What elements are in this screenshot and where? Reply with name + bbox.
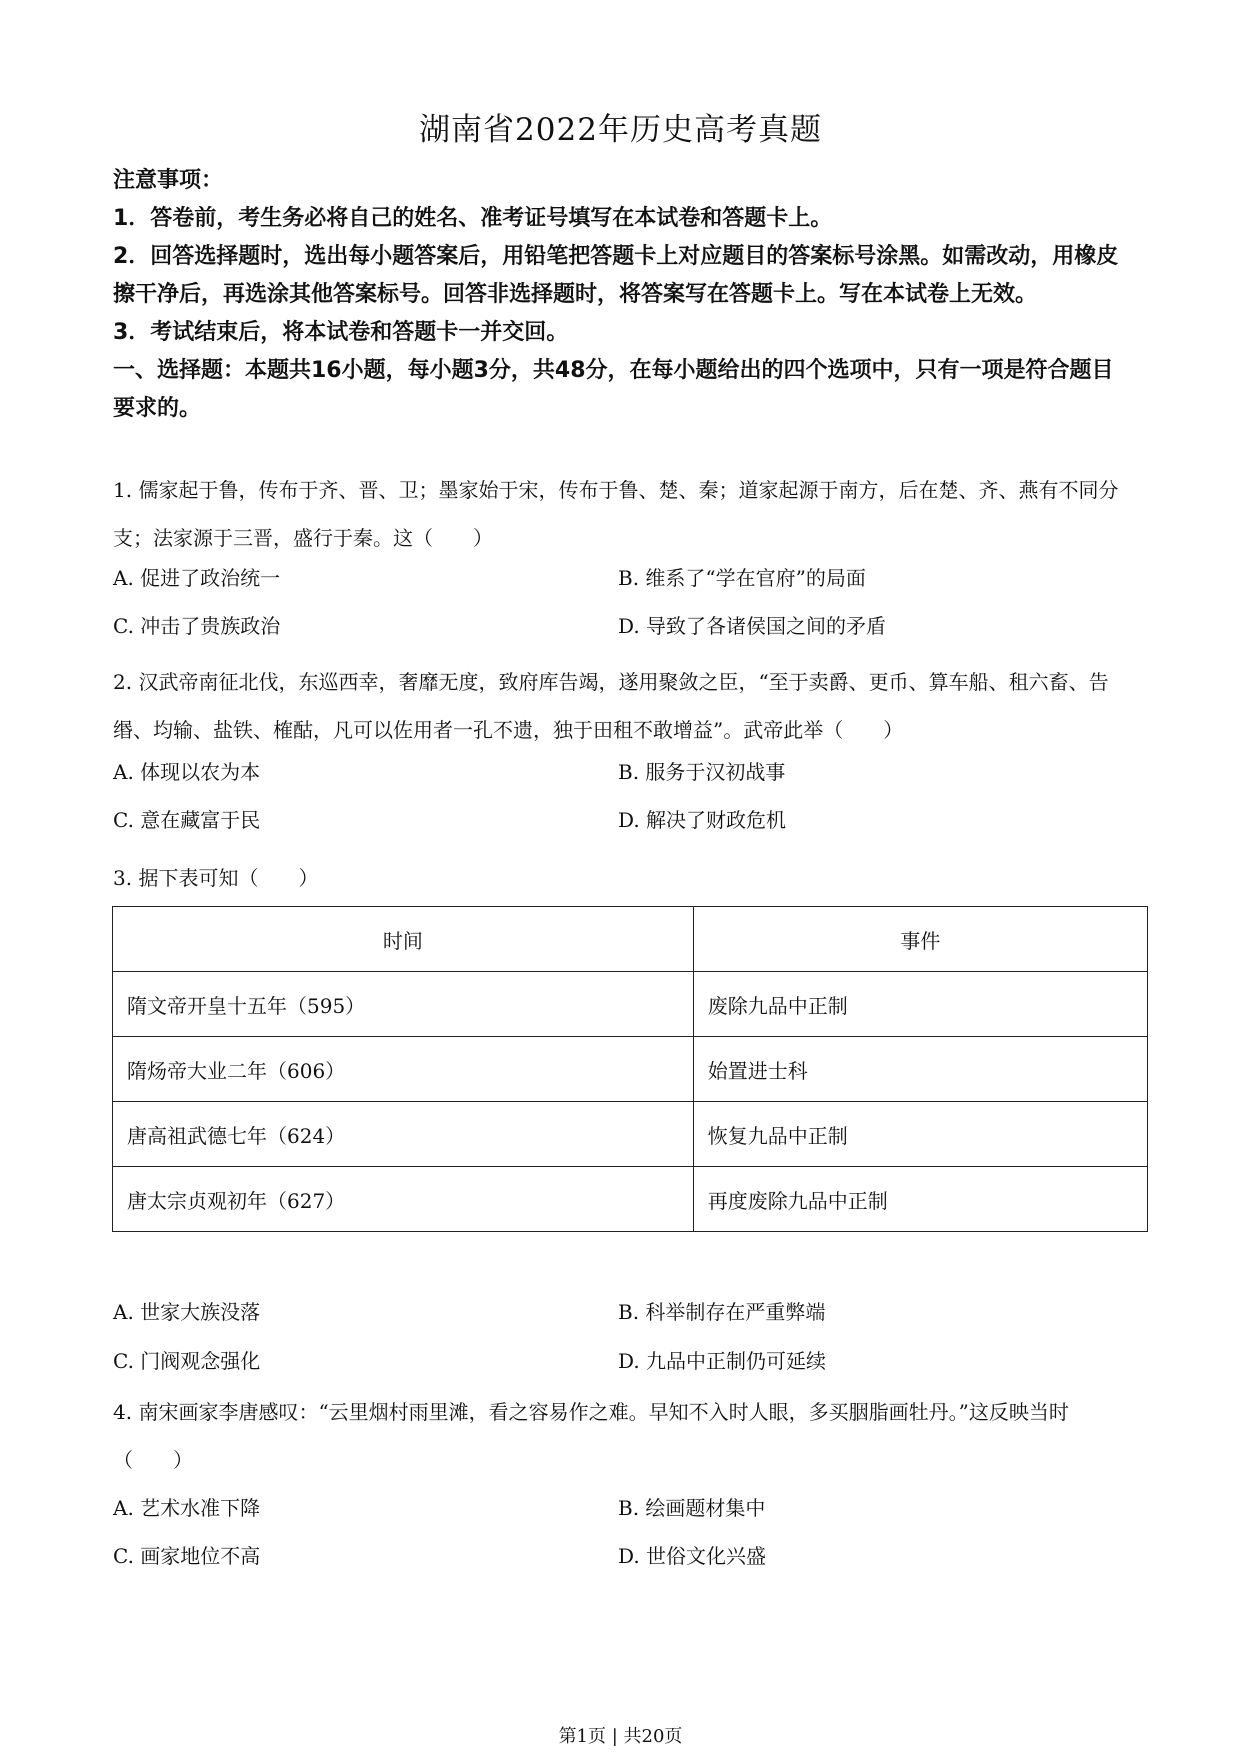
question-1-option-b: B. 维系了“学在官府”的局面 bbox=[618, 566, 866, 590]
table-header-time: 时间 bbox=[113, 907, 694, 972]
question-1-option-c: C. 冲击了贵族政治 bbox=[113, 614, 281, 638]
question-stem: 3. 据下表可知（ ） bbox=[113, 866, 319, 890]
page-title: 湖南省2022年历史高考真题 bbox=[419, 112, 822, 148]
question-stem: 4. 南宋画家李唐感叹：“云里烟村雨里滩，看之容易作之难。早知不入时人眼，多买胭脂画牡丹。”这反映当时（ ） bbox=[113, 1400, 1069, 1472]
notice-item: 2．回答选择题时，选出每小题答案后，用铅笔把答题卡上对应题目的答案标号涂黑。如需改动，用橡皮擦干净后，再选涂其他答案标号。回答非选择题时，将答案写在答题卡上。写在本试卷上无效。 bbox=[113, 244, 1119, 307]
question-4-option-a: A. 艺术水准下降 bbox=[113, 1496, 261, 1520]
question-4-option-c: C. 画家地位不高 bbox=[113, 1544, 261, 1568]
question-stem: 1. 儒家起于鲁，传布于齐、晋、卫；墨家始于宋，传布于鲁、楚、秦；道家起源于南方，后在楚、齐、燕有不同分支；法家源于三晋，盛行于秦。这（ ） bbox=[113, 478, 1119, 550]
notice-heading: 注意事项： bbox=[113, 168, 224, 193]
notice-item: 3．考试结束后，将本试卷和答题卡一并交回。 bbox=[113, 320, 569, 345]
question-1-stem bbox=[113, 466, 1133, 562]
page-footer: 第1页 | 共20页 bbox=[558, 1726, 683, 1747]
table-row bbox=[113, 1167, 1148, 1232]
table-header-row bbox=[113, 907, 1148, 972]
question-2-option-b: B. 服务于汉初战事 bbox=[618, 760, 786, 784]
notice-item: 1．答卷前，考生务必将自己的姓名、准考证号填写在本试卷和答题卡上。 bbox=[113, 206, 833, 231]
table-cell-event: 再度废除九品中正制 bbox=[693, 1167, 1147, 1232]
section-heading: 一、选择题：本题共16小题，每小题3分，共48分，在每小题给出的四个选项中，只有一项是符合题目要求的。 bbox=[113, 358, 1114, 421]
table-cell-event: 恢复九品中正制 bbox=[693, 1102, 1147, 1167]
table-cell-time: 隋文帝开皇十五年（595） bbox=[113, 972, 694, 1037]
question-3-stem bbox=[113, 854, 1133, 902]
question-3-option-a: A. 世家大族没落 bbox=[113, 1300, 261, 1324]
table-cell-event: 废除九品中正制 bbox=[693, 972, 1147, 1037]
table-row bbox=[113, 972, 1148, 1037]
question-4-option-d: D. 世俗文化兴盛 bbox=[618, 1544, 767, 1568]
table-cell-time: 隋炀帝大业二年（606） bbox=[113, 1037, 694, 1102]
question-3-option-c: C. 门阀观念强化 bbox=[113, 1349, 261, 1373]
question-2-option-d: D. 解决了财政危机 bbox=[618, 808, 787, 832]
notice-block bbox=[113, 162, 1133, 428]
table-cell-time: 唐太宗贞观初年（627） bbox=[113, 1167, 694, 1232]
table-cell-event: 始置进士科 bbox=[693, 1037, 1147, 1102]
question-stem: 2. 汉武帝南征北伐，东巡西幸，奢靡无度，致府库告竭，遂用聚敛之臣，“至于卖爵、更币、算车船、租六畜、告缗、均输、盐铁、榷酤，凡可以佐用者一孔不遗，独于田租不敢增益”。武帝此举（ ） bbox=[113, 670, 1109, 742]
question-2-stem bbox=[113, 658, 1133, 754]
events-table bbox=[112, 906, 1148, 1232]
table-row bbox=[113, 1037, 1148, 1102]
question-2-option-a: A. 体现以农为本 bbox=[113, 760, 261, 784]
question-3-option-b: B. 科举制存在严重弊端 bbox=[618, 1300, 826, 1324]
question-4-option-b: B. 绘画题材集中 bbox=[618, 1496, 766, 1520]
question-3-option-d: D. 九品中正制仍可延续 bbox=[618, 1349, 827, 1373]
table-cell-time: 唐高祖武德七年（624） bbox=[113, 1102, 694, 1167]
question-1-option-a: A. 促进了政治统一 bbox=[113, 566, 281, 590]
table-header-event: 事件 bbox=[693, 907, 1147, 972]
question-1-option-d: D. 导致了各诸侯国之间的矛盾 bbox=[618, 614, 887, 638]
table-row bbox=[113, 1102, 1148, 1167]
question-4-stem bbox=[113, 1388, 1133, 1484]
question-2-option-c: C. 意在藏富于民 bbox=[113, 808, 261, 832]
